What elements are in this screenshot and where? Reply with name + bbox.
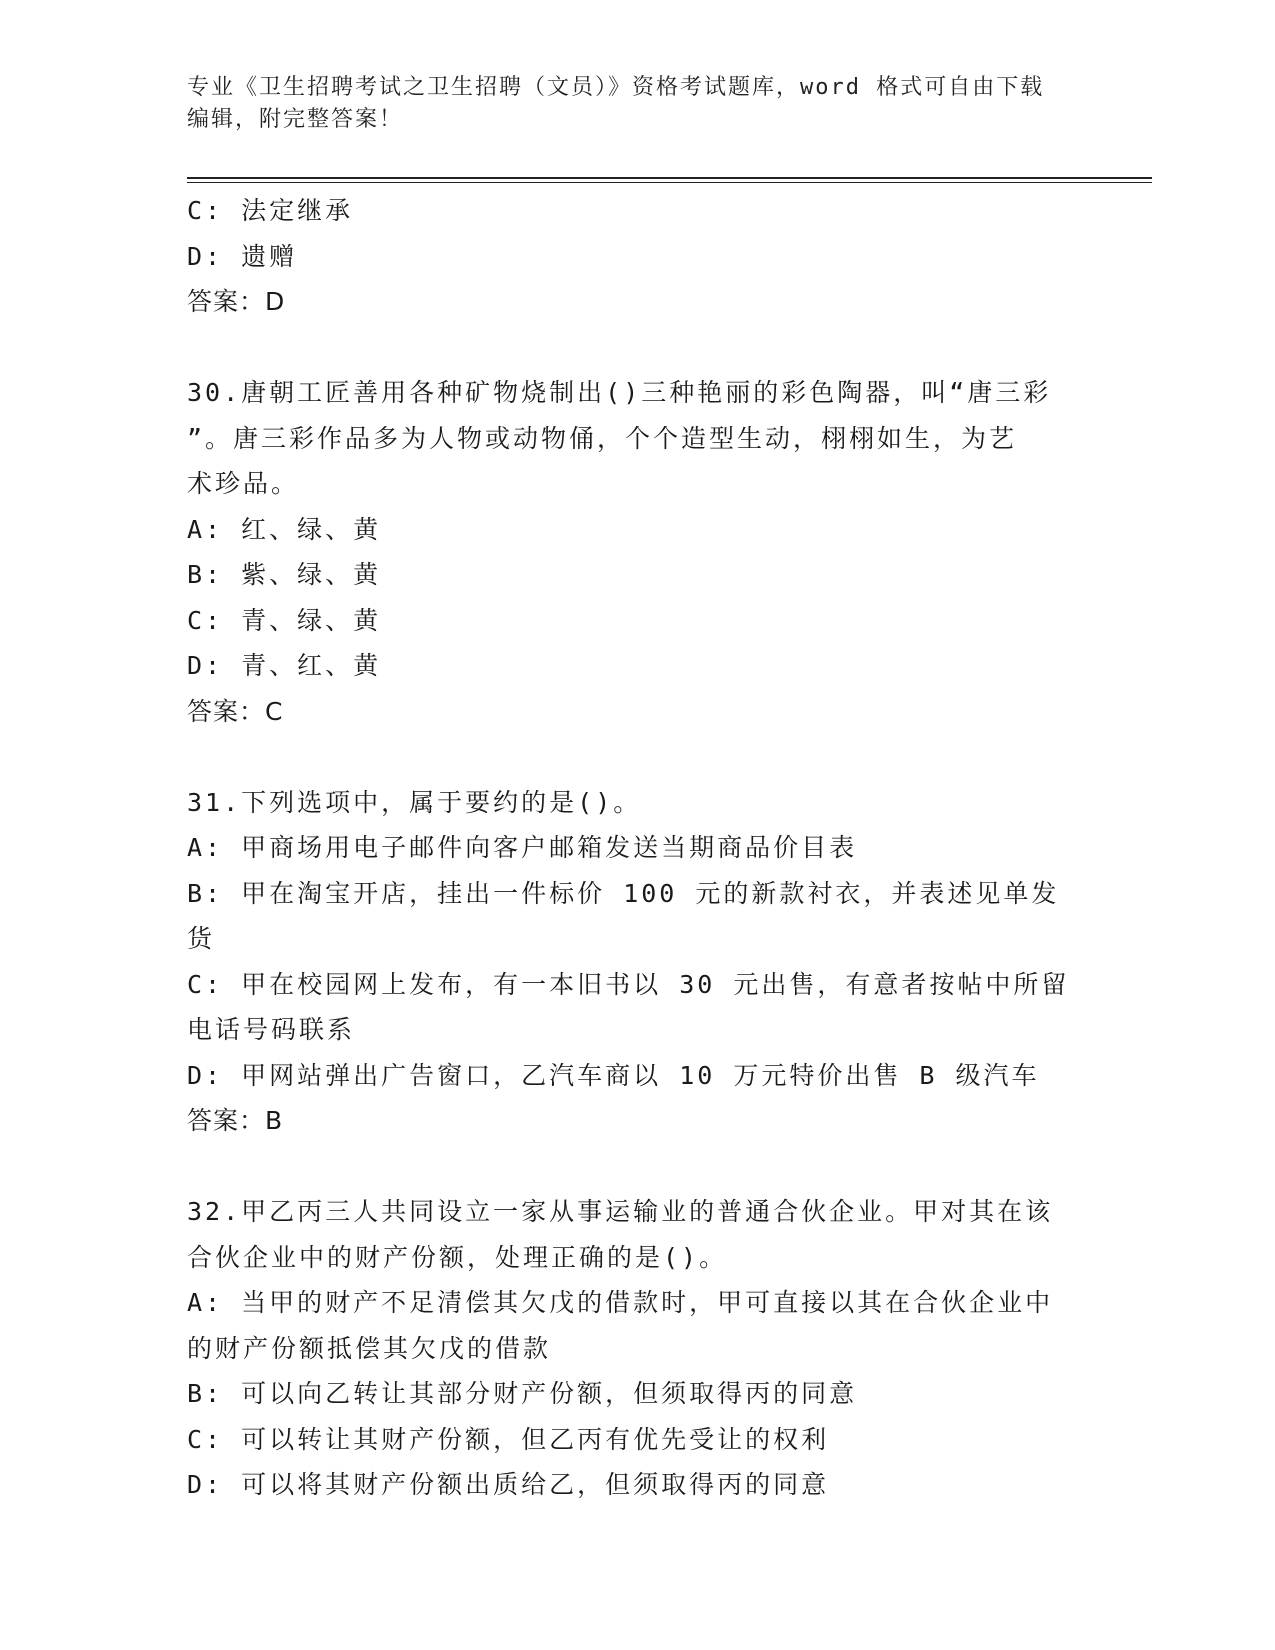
question-stem: 术珍品。 <box>187 469 300 498</box>
question-30 <box>187 370 1087 734</box>
option-a: A: 红、绿、黄 <box>187 514 382 544</box>
question-29 <box>187 188 1087 325</box>
spacer <box>187 325 1087 371</box>
header-rule-thick <box>187 177 1152 179</box>
spacer <box>187 734 1087 780</box>
page-header <box>187 72 1087 136</box>
question-list <box>187 188 1087 1508</box>
option-c: C: 法定继承 <box>187 196 354 225</box>
spacer <box>187 1144 1087 1190</box>
question-31 <box>187 780 1087 1144</box>
header-rule-thin <box>187 182 1152 183</box>
question-stem: 合伙企业中的财产份额，处理正确的是()。 <box>187 1242 728 1272</box>
option-b: B: 紫、绿、黄 <box>187 560 382 589</box>
option-b: B: 甲在淘宝开店，挂出一件标价 100 元的新款衬衣，并表述见单发货 <box>187 878 1060 953</box>
option-c: C: 青、绿、黄 <box>187 605 382 635</box>
option-d: D: 可以将其财产份额出质给乙，但须取得丙的同意 <box>187 1470 830 1499</box>
header-line-1: 专业《卫生招聘考试之卫生招聘（文员）》资格考试题库，word 格式可自由下载 <box>187 75 1045 100</box>
option-c: C: 甲在校园网上发布，有一本旧书以 30 元出售，有意者按帖中所留 <box>187 969 1070 999</box>
question-32 <box>187 1189 1087 1508</box>
answer: 答案：D <box>187 287 286 316</box>
question-stem: ”。唐三彩作品多为人物或动物俑，个个造型生动，栩栩如生，为艺 <box>187 423 1018 453</box>
question-stem: 30.唐朝工匠善用各种矿物烧制出()三种艳丽的彩色陶器，叫“唐三彩 <box>187 378 1052 407</box>
question-stem: 31.下列选项中，属于要约的是()。 <box>187 787 642 817</box>
answer: 答案：B <box>187 1106 284 1135</box>
question-stem: 32.甲乙丙三人共同设立一家从事运输业的普通合伙企业。甲对其在该 <box>187 1197 1054 1226</box>
option-c-continued: 电话号码联系 <box>187 1015 356 1044</box>
option-a: A: 甲商场用电子邮件向客户邮箱发送当期商品价目表 <box>187 833 858 862</box>
header-line-2: 编辑，附完整答案！ <box>187 107 404 132</box>
option-a: A: 当甲的财产不足清偿其欠戊的借款时，甲可直接以其在合伙企业中 <box>187 1288 1054 1317</box>
option-d: D: 青、红、黄 <box>187 651 382 680</box>
option-d: D: 甲网站弹出广告窗口，乙汽车商以 10 万元特价出售 B 级汽车 <box>187 1060 1040 1090</box>
option-a-continued: 的财产份额抵偿其欠戊的借款 <box>187 1333 552 1363</box>
option-c: C: 可以转让其财产份额，但乙丙有优先受让的权利 <box>187 1424 830 1454</box>
option-b: B: 可以向乙转让其部分财产份额，但须取得丙的同意 <box>187 1379 858 1408</box>
option-d: D: 遗赠 <box>187 241 298 271</box>
answer: 答案：C <box>187 696 284 726</box>
